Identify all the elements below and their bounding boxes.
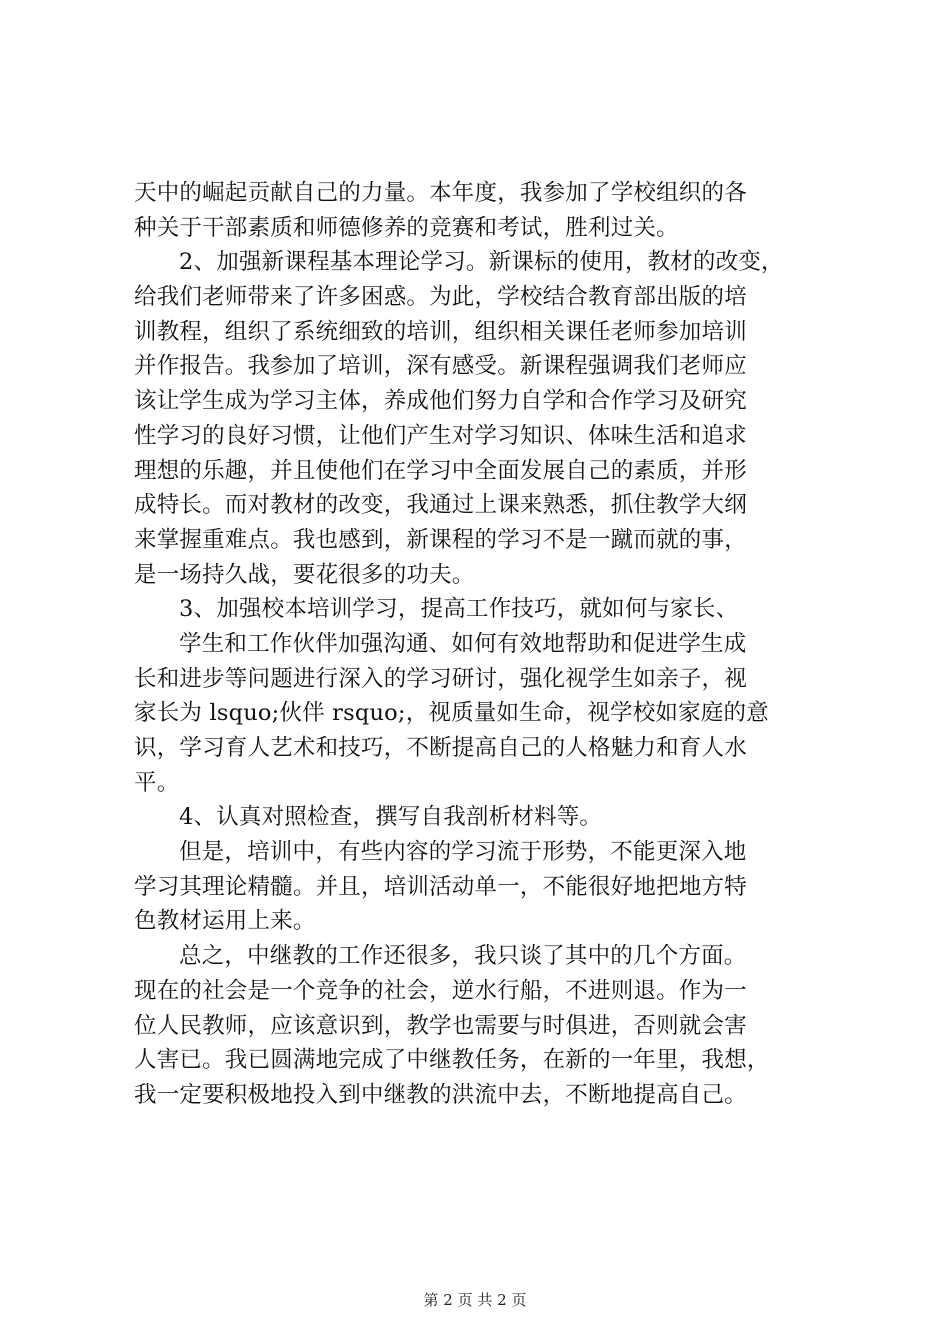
text-line: 该让学生成为学习主体，养成他们努力自学和合作学习及研究 xyxy=(134,388,747,415)
text-line: 长和进步等问题进行深入的学习研讨，强化视学生如亲子，视 xyxy=(134,665,747,692)
text-line: 家长为 lsquo;伙伴 rsquo;，视质量如生命，视学校如家庭的意 xyxy=(134,700,769,727)
text-line: 色教材运用上来。 xyxy=(134,908,316,935)
text-line: 学生和工作伙伴加强沟通、如何有效地帮助和促进学生成 xyxy=(179,630,747,657)
text-line: 总之，中继教的工作还很多，我只谈了其中的几个方面。 xyxy=(179,943,747,970)
text-line: 并作报告。我参加了培训，深有感受。新课程强调我们老师应 xyxy=(134,353,747,380)
text-line: 性学习的良好习惯，让他们产生对学习知识、体味生活和追求 xyxy=(134,422,747,449)
text-line: 训教程，组织了系统细致的培训，组织相关课任老师参加培训 xyxy=(134,318,747,345)
text-line: 天中的崛起贡献自己的力量。本年度，我参加了学校组织的各 xyxy=(134,180,747,206)
text-line: 3、加强校本培训学习，提高工作技巧，就如何与家长、 xyxy=(179,596,739,623)
text-line: 来掌握重难点。我也感到，新课程的学习不是一蹴而就的事， xyxy=(134,526,747,553)
page-footer: 第 2 页 共 2 页 xyxy=(423,1291,527,1309)
text-line: 给我们老师带来了许多困惑。为此，学校结合教育部出版的培 xyxy=(134,284,747,311)
text-line: 我一定要积极地投入到中继教的洪流中去，不断地提高自己。 xyxy=(134,1081,747,1108)
text-line: 但是，培训中，有些内容的学习流于形势，不能更深入地 xyxy=(179,839,747,866)
text-line: 现在的社会是一个竞争的社会，逆水行船，不进则退。作为一 xyxy=(134,977,747,1004)
text-line: 4、认真对照检查，撰写自我剖析材料等。 xyxy=(179,804,603,831)
text-line: 成特长。而对教材的改变，我通过上课来熟悉，抓住教学大纲 xyxy=(134,492,747,519)
text-line: 种关于干部素质和师德修养的竞赛和考试，胜利过关。 xyxy=(134,214,679,241)
text-line: 理想的乐趣，并且使他们在学习中全面发展自己的素质，并形 xyxy=(134,457,747,484)
text-line: 2、加强新课程基本理论学习。新课标的使用，教材的改变， xyxy=(179,249,784,276)
document-body xyxy=(134,176,834,1113)
text-line: 是一场持久战，要花很多的功夫。 xyxy=(134,561,475,588)
text-line: 位人民教师，应该意识到，教学也需要与时俱进，否则就会害 xyxy=(134,1012,747,1039)
text-line: 平。 xyxy=(134,769,180,796)
text-line: 人害已。我已圆满地完成了中继教任务，在新的一年里，我想， xyxy=(134,1047,770,1074)
text-line: 识，学习育人艺术和技巧，不断提高自己的人格魅力和育人水 xyxy=(134,735,747,761)
text-line: 学习其理论精髓。并且，培训活动单一，不能很好地把地方特 xyxy=(134,873,747,900)
